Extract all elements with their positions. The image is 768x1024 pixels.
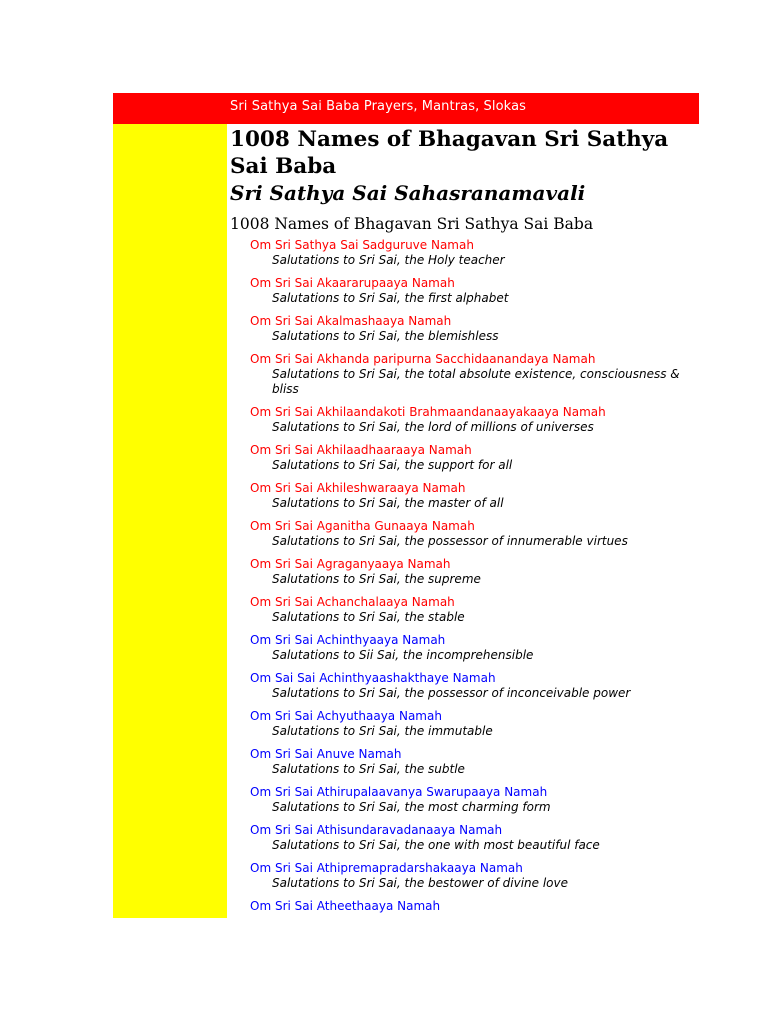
name-meaning: Salutations to Sri Sai, the total absolute existence, consciousness & bliss [272, 367, 680, 396]
name-mantra: Om Sri Sai Athirupalaavanya Swarupaaya Namah [250, 785, 548, 799]
name-meaning: Salutations to Sri Sai, the stable [272, 610, 465, 624]
names-list [230, 238, 700, 914]
list-item [250, 276, 700, 306]
page-title: 1008 Names of Bhagavan Sri Sathya Sai Baba [230, 127, 669, 179]
name-meaning: Salutations to Sri Sai, the first alphabet [272, 291, 509, 305]
name-meaning: Salutations to Sri Sai, the bestower of divine love [272, 876, 568, 890]
name-mantra: Om Sri Sai Akhanda paripurna Sacchidaanandaya Namah [250, 352, 596, 366]
name-meaning: Salutations to Sri Sai, the blemishless [272, 329, 499, 343]
list-item [250, 238, 700, 268]
name-meaning: Salutations to Sii Sai, the incomprehensible [272, 648, 534, 662]
name-mantra: Om Sri Sai Athisundaravadanaaya Namah [250, 823, 503, 837]
name-meaning: Salutations to Sri Sai, the Holy teacher [272, 253, 505, 267]
name-mantra: Om Sri Sai Achinthyaaya Namah [250, 633, 446, 647]
list-item [250, 481, 700, 511]
page-subtitle: Sri Sathya Sai Sahasranamavali [230, 181, 586, 205]
name-mantra: Om Sri Sai Atheethaaya Namah [250, 899, 441, 913]
list-item [250, 785, 700, 815]
name-mantra: Om Sri Sai Akaararupaaya Namah [250, 276, 455, 290]
list-item [250, 352, 700, 397]
name-meaning: Salutations to Sri Sai, the support for all [272, 458, 513, 472]
list-item [250, 405, 700, 435]
name-mantra: Om Sai Sai Achinthyaashakthaye Namah [250, 671, 496, 685]
list-item [250, 823, 700, 853]
list-item [250, 747, 700, 777]
name-mantra: Om Sri Sai Agraganyaaya Namah [250, 557, 451, 571]
list-item [250, 671, 700, 701]
name-meaning: Salutations to Sri Sai, the possessor of inconceivable power [272, 686, 631, 700]
name-mantra: Om Sri Sai Akhilaandakoti Brahmaandanaayakaaya Namah [250, 405, 606, 419]
name-meaning: Salutations to Sri Sai, the master of all [272, 496, 504, 510]
list-item [250, 861, 700, 891]
name-mantra: Om Sri Sai Aganitha Gunaaya Namah [250, 519, 475, 533]
list-item [250, 899, 700, 914]
list-item [250, 595, 700, 625]
main-content [230, 126, 700, 922]
list-item [250, 557, 700, 587]
name-mantra: Om Sri Sai Achanchalaaya Namah [250, 595, 455, 609]
name-mantra: Om Sri Sai Athipremapradarshakaaya Namah [250, 861, 523, 875]
name-mantra: Om Sri Sai Anuve Namah [250, 747, 402, 761]
list-item [250, 709, 700, 739]
name-mantra: Om Sri Sai Akalmashaaya Namah [250, 314, 452, 328]
name-meaning: Salutations to Sri Sai, the most charming form [272, 800, 551, 814]
list-item [250, 633, 700, 663]
section-heading: 1008 Names of Bhagavan Sri Sathya Sai Baba [230, 215, 594, 233]
name-meaning: Salutations to Sri Sai, the subtle [272, 762, 465, 776]
list-item [250, 314, 700, 344]
name-mantra: Om Sri Sai Akhileshwaraaya Namah [250, 481, 466, 495]
sidebar-column [113, 124, 227, 918]
list-item [250, 443, 700, 473]
name-mantra: Om Sri Sathya Sai Sadguruve Namah [250, 238, 474, 252]
list-item [250, 519, 700, 549]
name-mantra: Om Sri Sai Akhilaadhaaraaya Namah [250, 443, 472, 457]
name-meaning: Salutations to Sri Sai, the supreme [272, 572, 481, 586]
name-meaning: Salutations to Sri Sai, the possessor of innumerable virtues [272, 534, 628, 548]
name-meaning: Salutations to Sri Sai, the one with most beautiful face [272, 838, 600, 852]
name-meaning: Salutations to Sri Sai, the immutable [272, 724, 493, 738]
name-mantra: Om Sri Sai Achyuthaaya Namah [250, 709, 442, 723]
header-banner [113, 93, 699, 124]
banner-link[interactable]: Sri Sathya Sai Baba Prayers, Mantras, Slokas [230, 99, 527, 114]
name-meaning: Salutations to Sri Sai, the lord of millions of universes [272, 420, 594, 434]
